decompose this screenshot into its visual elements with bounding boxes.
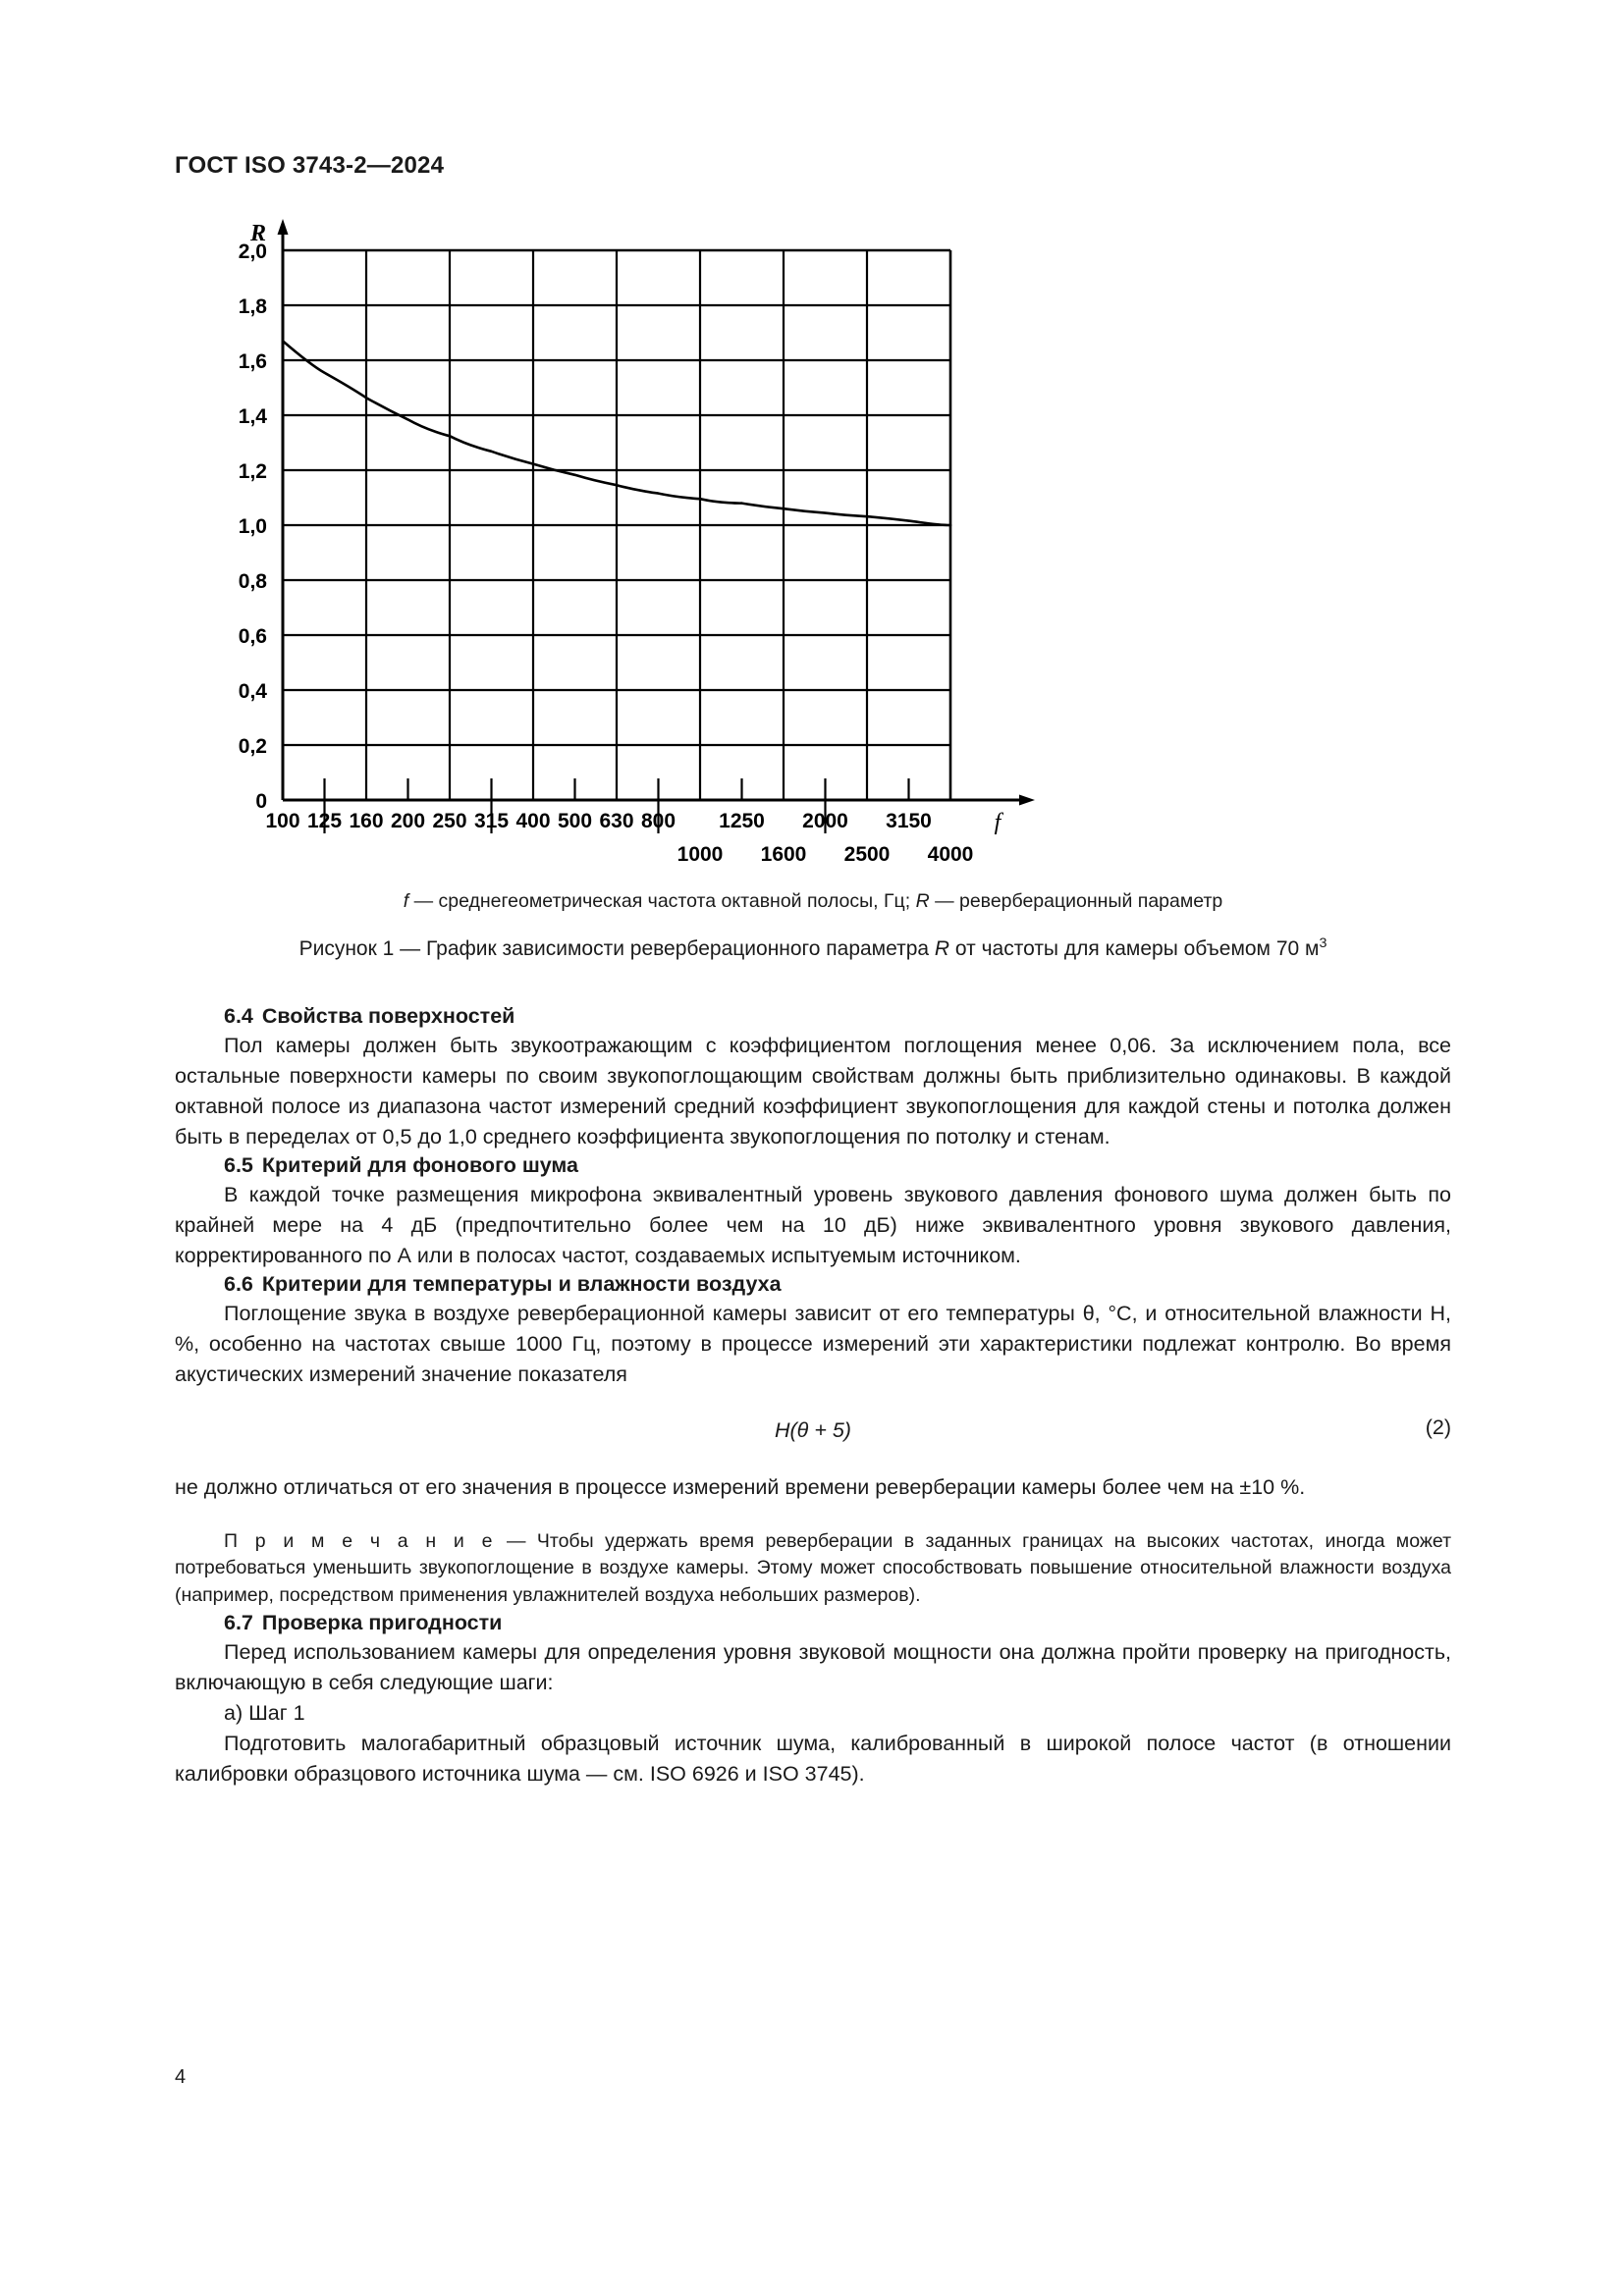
ytick-label: 1,6 bbox=[238, 350, 267, 373]
section-heading-6-6 bbox=[175, 1271, 1451, 1299]
paragraph-6-4-1: Пол камеры должен быть звукоотражающим с коэффициентом поглощения менее 0,06. За исключением пола, все остальные поверхности камеры по своим звукопоглощающим свойствам должны быть приблизительно одинаковы. В каждой октавной полосе из диапазона частот измерений средний коэффициент звукопоглощения для каждой стены и потолка должен быть в переделах от 0,5 до 1,0 среднего коэффициента звукопоглощения по потолку и стенам. bbox=[175, 1033, 1451, 1149]
xtick-label: 400 bbox=[515, 810, 551, 832]
figure-caption-suffix: от частоты для камеры объемом 70 м bbox=[949, 937, 1320, 960]
note-label: П р и м е ч а н и е bbox=[224, 1529, 496, 1552]
formula-expression: H(θ + 5) bbox=[775, 1418, 851, 1443]
xtick-label: 160 bbox=[349, 810, 384, 832]
xtick-label: 1000 bbox=[677, 843, 724, 866]
xtick-label: 100 bbox=[265, 810, 300, 832]
xtick-label: 315 bbox=[473, 810, 510, 832]
figure-caption-prefix: Рисунок 1 — График зависимости реверберационного параметра bbox=[298, 937, 935, 960]
ytick-label: 1,2 bbox=[238, 460, 267, 483]
section-heading-6-5 bbox=[175, 1152, 1451, 1180]
document-body bbox=[175, 1003, 1451, 1789]
figure-caption bbox=[175, 934, 1451, 963]
ytick-label: 1,8 bbox=[238, 295, 267, 318]
chart-x-tick-labels-upper bbox=[265, 810, 931, 832]
paragraph-6-7-1: Перед использованием камеры для определения уровня звуковой мощности она должна пройти проверку на пригодность, включающую в себя следующие шаги: bbox=[175, 1639, 1451, 1694]
xtick-label: 200 bbox=[390, 810, 426, 832]
section-title-6-4: Свойства поверхностей bbox=[261, 1004, 515, 1028]
section-heading-6-4 bbox=[175, 1003, 1451, 1031]
xtick-label: 630 bbox=[599, 810, 634, 832]
ytick-label: 0,4 bbox=[238, 680, 267, 703]
note-text: Чтобы удержать время реверберации в заданных границах на высоких частотах, иногда может потребоваться уменьшить звукопоглощение в воздухе камеры. Этому может способствовать повышение относительной влажности воздуха (например, посредством применения увлажнителей воздуха небольших размеров). bbox=[175, 1529, 1452, 1606]
ytick-label: 2,0 bbox=[238, 240, 267, 263]
paragraph-after-formula: не должно отличаться от его значения в процессе измерений времени реверберации камеры более чем на ±10 %. bbox=[175, 1475, 1306, 1500]
figure-legend-text-f: — среднегеометрическая частота октавной полосы, Гц; bbox=[408, 890, 916, 912]
section-title-6-6: Критерии для температуры и влажности воздуха bbox=[261, 1272, 782, 1297]
y-axis-symbol: R bbox=[249, 221, 267, 246]
note-block bbox=[175, 1528, 1451, 1610]
xtick-label: 1250 bbox=[719, 810, 765, 832]
figure-caption-exponent: 3 bbox=[1319, 935, 1327, 951]
figure-legend bbox=[175, 888, 1451, 914]
section-title-6-7: Проверка пригодности bbox=[261, 1610, 503, 1634]
list-item-step-1: a) Шаг 1 bbox=[224, 1700, 305, 1725]
chart-axes bbox=[278, 219, 1036, 806]
ytick-label: 0,2 bbox=[238, 735, 267, 758]
chart-x-tick-labels-lower bbox=[677, 843, 974, 866]
figure-caption-symbol: R bbox=[934, 937, 950, 960]
xtick-label: 2500 bbox=[843, 843, 891, 866]
paragraph-6-7-3: Подготовить малогабаритный образцовый источник шума, калиброванный в широкой полосе частот (в отношении калибровки образцового источника шума — см. ISO 6926 и ISO 3745). bbox=[175, 1731, 1451, 1786]
paragraph-6-5-1: В каждой точке размещения микрофона эквивалентный уровень звукового давления фонового шума должен быть по крайней мере на 4 дБ (предпочтительно более чем на 10 дБ) ниже эквивалентного уровня звукового давления, корректированного по А или в полосах частот, создаваемых испытуемым источником. bbox=[175, 1183, 1451, 1268]
ytick-label: 0 bbox=[255, 790, 267, 813]
section-number-6-5: 6.5 bbox=[224, 1153, 253, 1178]
paragraph-6-6-1: Поглощение звука в воздухе реверберационной камеры зависит от его температуры θ, °С, и относительной влажности H, %, особенно на частотах свыше 1000 Гц, поэтому в процессе измерений эти характеристики подлежат контролю. Во время акустических измерений значение показателя bbox=[175, 1302, 1451, 1387]
ytick-label: 1,4 bbox=[238, 405, 267, 428]
chart-grid bbox=[283, 250, 950, 833]
page-number: 4 bbox=[175, 2066, 187, 2088]
formula-block-2 bbox=[175, 1415, 1451, 1449]
figure-legend-symbol-f: f bbox=[403, 890, 409, 912]
figure-legend-symbol-r: R bbox=[915, 890, 930, 912]
note-dash: — bbox=[495, 1529, 537, 1552]
reverberation-parameter-chart bbox=[175, 211, 1451, 879]
xtick-label: 500 bbox=[557, 810, 593, 832]
figure-legend-text-r: — реверберационный параметр bbox=[929, 890, 1223, 912]
section-number-6-4: 6.4 bbox=[224, 1004, 253, 1028]
chart-y-tick-labels bbox=[239, 240, 268, 813]
xtick-label: 800 bbox=[640, 810, 677, 832]
x-axis-symbol: f bbox=[994, 810, 1001, 835]
ytick-label: 1,0 bbox=[238, 515, 267, 538]
xtick-label: 250 bbox=[432, 810, 467, 832]
xtick-label: 2000 bbox=[802, 810, 848, 832]
figure-1-chart bbox=[175, 211, 1451, 879]
xtick-label: 1600 bbox=[760, 843, 807, 866]
xtick-label: 3150 bbox=[886, 810, 932, 832]
xtick-label: 125 bbox=[306, 810, 343, 832]
section-number-6-7: 6.7 bbox=[224, 1610, 253, 1634]
ytick-label: 0,6 bbox=[238, 625, 267, 648]
formula-number: (2) bbox=[1425, 1415, 1451, 1440]
section-title-6-5: Критерий для фонового шума bbox=[261, 1153, 579, 1178]
xtick-label: 4000 bbox=[927, 843, 974, 866]
section-heading-6-7 bbox=[175, 1610, 1451, 1637]
document-header-standard-number: ГОСТ ISO 3743-2—2024 bbox=[175, 152, 445, 179]
ytick-label: 0,8 bbox=[238, 570, 267, 593]
section-number-6-6: 6.6 bbox=[224, 1272, 253, 1297]
